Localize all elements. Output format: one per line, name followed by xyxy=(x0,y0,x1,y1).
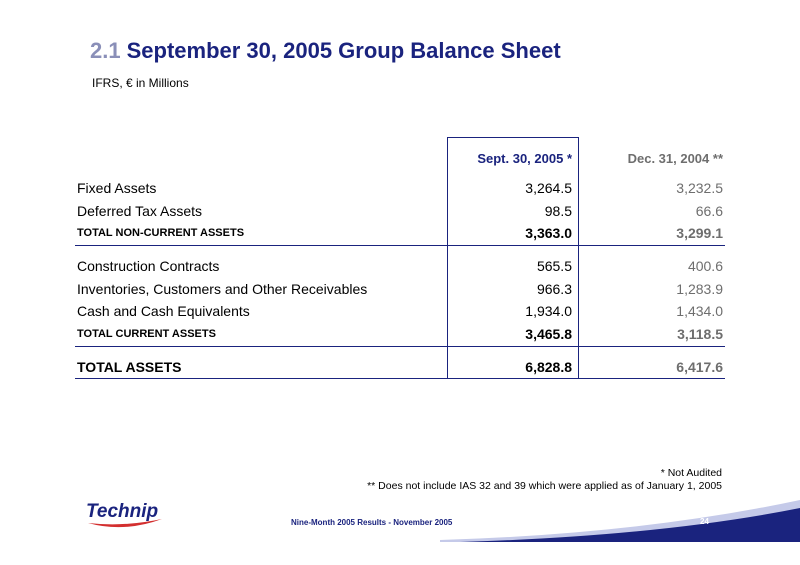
value-dec-2004: 3,232.5 xyxy=(676,180,723,196)
units-subtitle: IFRS, € in Millions xyxy=(92,76,189,90)
table-row-deferred-tax-assets xyxy=(75,203,725,223)
value-dec-2004: 3,118.5 xyxy=(677,326,723,342)
divider xyxy=(75,245,725,246)
value-sept-2005: 3,363.0 xyxy=(525,225,572,241)
value-dec-2004: 6,417.6 xyxy=(676,359,723,375)
value-dec-2004: 66.6 xyxy=(695,203,723,219)
table-row-construction-contracts xyxy=(75,258,725,278)
value-sept-2005: 565.5 xyxy=(536,258,572,274)
slide-title xyxy=(90,38,561,64)
table-row-cash-equivalents xyxy=(75,303,725,323)
row-label: Deferred Tax Assets xyxy=(77,203,203,219)
row-label: Fixed Assets xyxy=(77,180,157,196)
value-sept-2005: 6,828.8 xyxy=(525,359,572,375)
column-header-sept-2005: Sept. 30, 2005 * xyxy=(477,151,572,166)
title-text: September 30, 2005 Group Balance Sheet xyxy=(126,38,561,63)
table-row-total-non-current-assets xyxy=(75,225,725,245)
footnote-not-audited: * Not Audited xyxy=(660,467,722,479)
footer-presentation-title: Nine-Month 2005 Results - November 2005 xyxy=(291,518,453,527)
value-dec-2004: 400.6 xyxy=(687,258,723,274)
row-label: Inventories, Customers and Other Receivables xyxy=(77,281,368,297)
value-sept-2005: 966.3 xyxy=(536,281,572,297)
divider xyxy=(75,378,725,379)
divider xyxy=(75,346,725,347)
value-dec-2004: 1,283.9 xyxy=(676,281,723,297)
column-header-dec-2004: Dec. 31, 2004 ** xyxy=(627,151,723,166)
value-sept-2005: 3,264.5 xyxy=(525,180,572,196)
table-row-total-assets xyxy=(75,359,725,379)
balance-sheet-table xyxy=(75,137,725,379)
row-label: TOTAL NON-CURRENT ASSETS xyxy=(77,227,245,239)
page-number: 24 xyxy=(700,517,709,526)
value-sept-2005: 98.5 xyxy=(544,203,572,219)
value-sept-2005: 1,934.0 xyxy=(525,303,572,319)
technip-logo xyxy=(84,493,164,533)
value-dec-2004: 1,434.0 xyxy=(676,303,723,319)
table-row-fixed-assets xyxy=(75,180,725,200)
footer-swoosh-band xyxy=(440,498,800,542)
row-label: Cash and Cash Equivalents xyxy=(77,303,250,319)
section-number: 2.1 xyxy=(90,38,121,63)
row-label: TOTAL ASSETS xyxy=(77,359,182,375)
logo-wordmark: Technip xyxy=(86,501,159,522)
footnote-ias: ** Does not include IAS 32 and 39 which were applied as of January 1, 2005 xyxy=(367,480,722,492)
row-label: Construction Contracts xyxy=(77,258,220,274)
table-row-total-current-assets xyxy=(75,326,725,346)
value-dec-2004: 3,299.1 xyxy=(676,225,723,241)
value-sept-2005: 3,465.8 xyxy=(525,326,572,342)
row-label: TOTAL CURRENT ASSETS xyxy=(77,328,216,340)
table-row-inventories-receivables xyxy=(75,281,725,301)
